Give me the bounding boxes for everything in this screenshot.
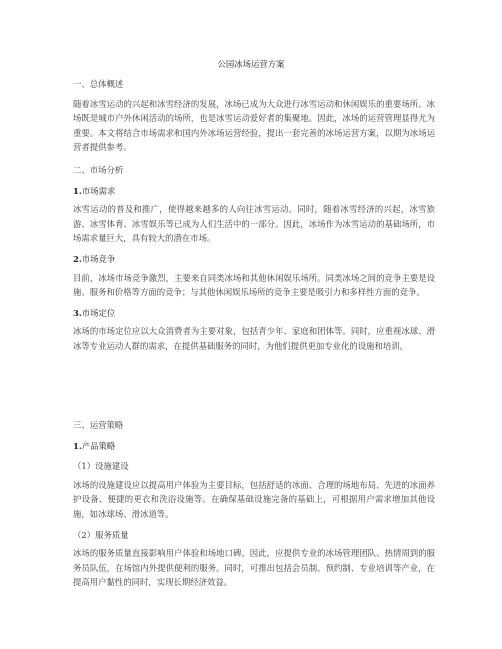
subsection-number: 3. <box>73 307 82 318</box>
item-heading: （2）服务质量 <box>73 529 129 540</box>
subsection-heading <box>73 184 435 199</box>
subsection-label: 市场竞争 <box>81 253 116 264</box>
section-heading: 三、运营策略 <box>73 420 124 430</box>
subsection-heading <box>73 439 435 454</box>
paragraph: 冰场的设施建设应以提高用户体验为主要目标，包括舒适的冰面、合理的场地布局、先进的冰面养护设备、便捷的更衣和洗浴设施等。在确保基础设施完备的基础上，可根据用户需求增加其他设施，如冰球场、滑冰道等。 <box>73 479 435 519</box>
section-heading: 二、市场分析 <box>73 165 124 175</box>
paragraph: 随着冰雪运动的兴起和冰雪经济的发展，冰场已成为大众进行冰雪运动和休闲娱乐的重要场所。冰场既是城市户外休闲活动的场所，也是冰雪运动爱好者的集聚地。因此，冰场的运营管理显得尤为重要。本文将结合市场需求和国内外冰场运营经验，提出一套完善的冰场运营方案，以期为冰场运营者提供参考。 <box>73 98 435 153</box>
subsection-label: 市场定位 <box>81 307 116 318</box>
subsection-heading <box>73 306 435 321</box>
paragraph: 冰场的市场定位应以大众消费者为主要对象，包括青少年、家庭和团体等。同时，应重视冰球、滑冰等专业运动人群的需求，在提供基础服务的同时，为他们提供更加专业化的设施和培训。 <box>73 326 435 351</box>
subsection-number: 1. <box>73 185 82 196</box>
section-overview <box>73 77 435 155</box>
section-heading: 一、总体概述 <box>73 79 124 89</box>
paragraph: 目前，冰场市场竞争激烈，主要来自同类冰场和其他休闲娱乐场所。同类冰场之间的竞争主要是设施、服务和价格等方面的竞争；与其他休闲娱乐场所的竞争主要是吸引力和多样性方面的竞争。 <box>73 272 435 298</box>
paragraph: 冰雪运动的普及和推广，使得越来越多的人向往冰雪运动。同时，随着冰雪经济的兴起，冰雪旅游、冰雪体育、冰雪娱乐等已成为人们生活中的一部分。因此，冰场作为冰雪运动的基础场所，市场需求量巨大，具有较大的潜在市场。 <box>73 204 435 244</box>
document-title: 公园冰场运营方案 <box>217 59 285 69</box>
subsection-heading <box>73 252 435 267</box>
section-operation-strategy <box>73 418 435 590</box>
paragraph: 冰场的服务质量直接影响用户体验和场地口碑。因此，应提供专业的冰场管理团队、热情周到的服务员队伍，在场馆内外提供便利的服务。同时，可推出包括会员制、预约制、专业培训等产业，在提高用户黏性的同时，实现长期经济效益。 <box>73 548 435 588</box>
subsection-label: 产品策略 <box>81 440 116 451</box>
item-heading: （1）设施建设 <box>73 461 129 472</box>
subsection-label: 市场需求 <box>81 185 116 196</box>
section-market-analysis <box>73 163 435 354</box>
subsection-number: 2. <box>73 253 82 264</box>
subsection-number: 1. <box>73 440 82 451</box>
